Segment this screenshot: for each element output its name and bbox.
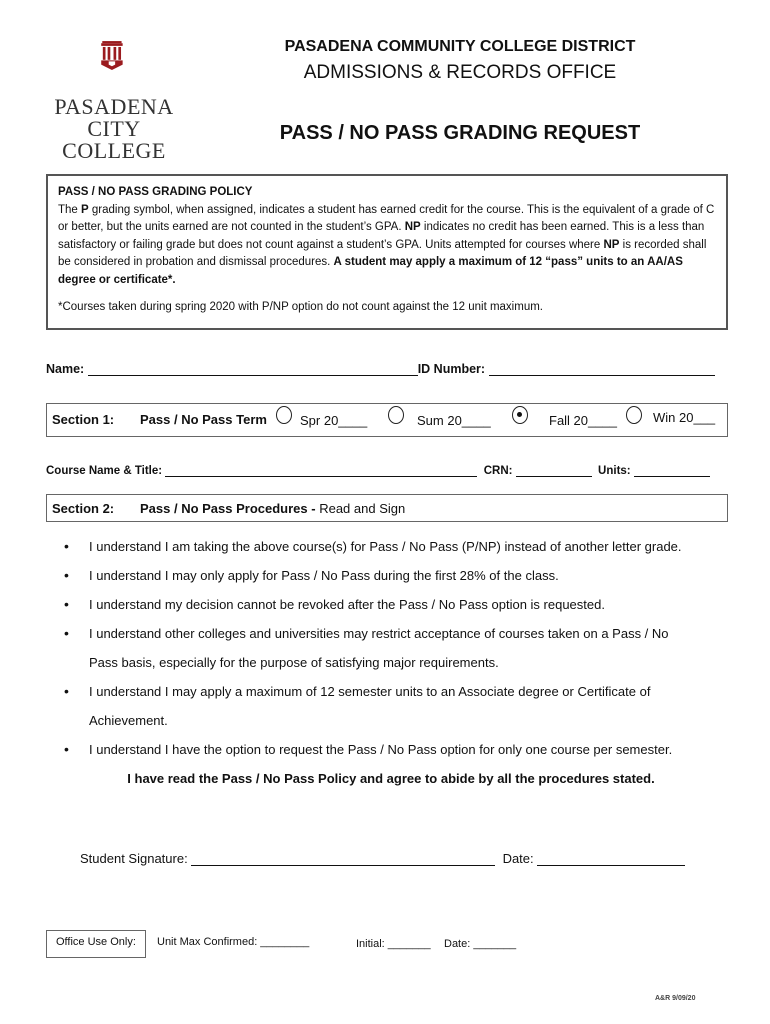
unit-max-confirmed: Unit Max Confirmed: ________ [157,936,310,948]
option-summer-label: Sum 20____ [417,413,491,428]
district-heading: PASADENA COMMUNITY COLLEGE DISTRICT [284,38,636,55]
course-field[interactable] [165,463,477,477]
signature-row [80,851,720,866]
list-item-continued: Pass basis, especially for the purpose of satisfying major requirements. [89,655,499,670]
policy-text: The P grading symbol, when assigned, indicates a student has earned credit for the course. This is the equivalent of a grade of C or better, but the units earned are not counted in the student’s GPA. NP indicates no credit has been earned. This is a less than satisfactory or failing grade but does not count against a student’s GPA. Units attempted for courses where NP is recorded shall be considered in probation and dismissal procedures. A student may apply a maximum of 12 “pass” units to an AA/AS degree or certificate*. [58,203,715,286]
office-use-label: Office Use Only: [56,936,136,948]
option-spring-label: Spr 20____ [300,413,368,428]
radio-fall[interactable] [512,406,528,424]
list-item: • I understand I may only apply for Pass / No Pass during the first 28% of the class. [60,561,740,590]
form-title: PASS / NO PASS GRADING REQUEST [279,122,641,144]
term-label: Pass / No Pass Term [140,412,267,427]
college-logo [44,40,182,100]
policy-title: PASS / NO PASS GRADING POLICY [58,186,253,198]
units-field[interactable] [634,463,710,477]
radio-spring[interactable] [276,406,292,424]
name-id-row [46,362,736,376]
id-label: ID Number: [417,362,486,376]
id-field[interactable] [489,362,715,376]
units-label: Units: [598,465,631,477]
crn-label: CRN: [483,465,513,477]
crn-field[interactable] [516,463,592,477]
signature-field[interactable] [191,852,495,866]
revision-code: A&R 9/09/20 [655,995,696,1002]
radio-summer[interactable] [388,406,404,424]
signature-date-field[interactable] [537,852,685,866]
section-2-title: Pass / No Pass Procedures - Read and Sign [140,501,406,516]
section-1-label: Section 1: [52,412,115,427]
option-winter-label: Win 20___ [653,410,716,425]
course-row [46,463,736,477]
signature-label: Student Signature: [80,851,188,866]
policy-box [46,174,728,330]
policy-note: *Courses taken during spring 2020 with P/NP option do not count against the 12 unit maximum. [58,301,543,313]
logo-text-pasadena: PASADENA [54,94,174,119]
radio-winter[interactable] [626,406,642,424]
list-item: • I understand my decision cannot be revoked after the Pass / No Pass option is requested. [60,590,740,619]
list-item: • I understand other colleges and universities may restrict acceptance of courses taken on a Pass / No [60,619,740,648]
course-label: Course Name & Title: [46,465,163,477]
name-label: Name: [46,362,85,376]
initial-field: Initial: _______ [356,938,431,950]
list-item: • I understand I may apply a maximum of 12 semester units to an Associate degree or Certificate of [60,677,740,706]
option-fall-label: Fall 20____ [549,413,617,428]
signature-date-label: Date: [502,851,534,866]
office-date-field: Date: _______ [444,938,517,950]
section-2-label: Section 2: [52,501,115,516]
procedures-list [60,532,740,764]
logo-text-city-college: CITY COLLEGE [62,116,166,163]
name-field[interactable] [88,362,418,376]
list-item: • I understand I am taking the above course(s) for Pass / No Pass (P/NP) instead of another letter grade. [60,532,740,561]
list-item-continued: Achievement. [89,713,168,728]
agreement-statement: I have read the Pass / No Pass Policy and agree to abide by all the procedures stated. [127,771,655,786]
list-item: • I understand I have the option to request the Pass / No Pass option for only one course per semester. [60,735,740,764]
office-heading: ADMISSIONS & RECORDS OFFICE [303,62,617,83]
